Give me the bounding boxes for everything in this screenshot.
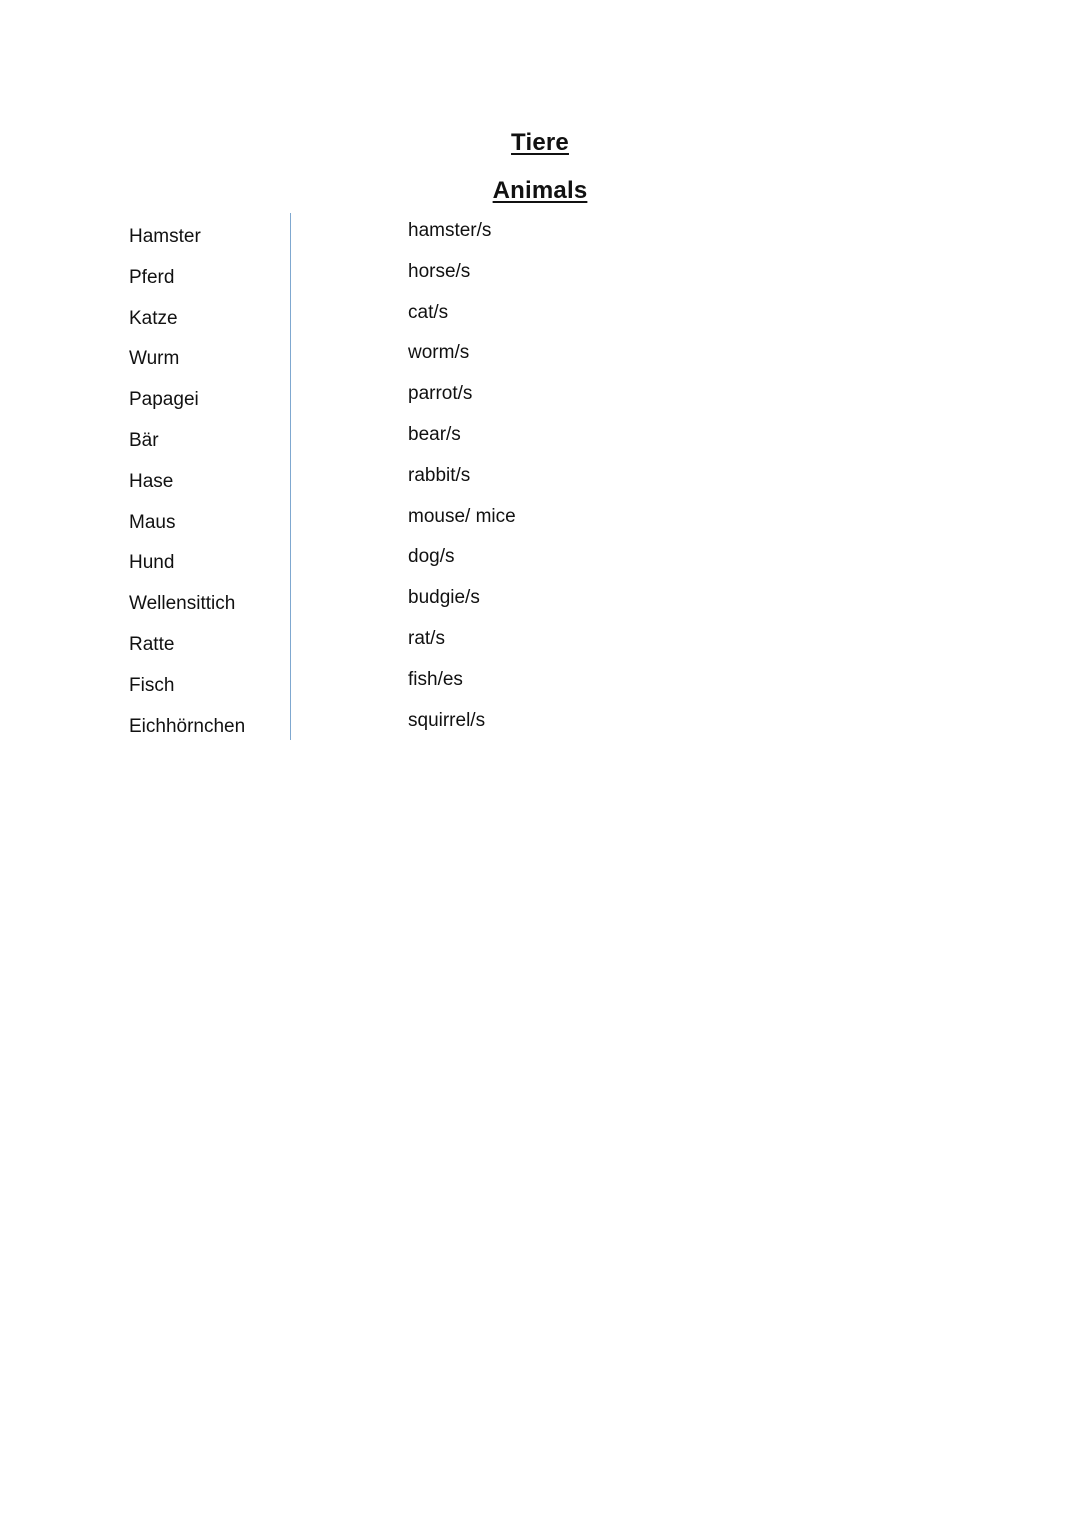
german-word: Hamster bbox=[129, 226, 201, 247]
title-german: Tiere bbox=[511, 129, 569, 156]
english-word: budgie/s bbox=[408, 587, 480, 609]
english-word: worm/s bbox=[408, 342, 470, 364]
german-word: Bär bbox=[129, 429, 159, 451]
german-word: Wellensittich bbox=[129, 593, 236, 615]
english-word: squirrel/s bbox=[408, 709, 486, 731]
english-word: horse/s bbox=[408, 260, 471, 282]
german-word: Maus bbox=[129, 511, 176, 533]
english-word: fish/es bbox=[408, 668, 463, 690]
english-word: mouse/ mice bbox=[408, 505, 516, 527]
german-word: Hase bbox=[129, 470, 174, 492]
english-word: hamster/s bbox=[408, 220, 492, 241]
english-word: cat/s bbox=[408, 301, 449, 323]
german-word: Katze bbox=[129, 307, 178, 329]
english-word: bear/s bbox=[408, 423, 461, 445]
german-word-list bbox=[129, 224, 245, 754]
english-word: rat/s bbox=[408, 627, 445, 649]
german-word: Fisch bbox=[129, 674, 175, 696]
german-word: Eichhörnchen bbox=[129, 715, 246, 737]
german-word: Ratte bbox=[129, 633, 175, 655]
english-word: rabbit/s bbox=[408, 464, 471, 486]
german-word: Papagei bbox=[129, 389, 199, 411]
german-word: Wurm bbox=[129, 348, 180, 370]
column-divider bbox=[290, 213, 291, 740]
german-word: Pferd bbox=[129, 266, 175, 288]
english-word: dog/s bbox=[408, 546, 455, 568]
title-english: Animals bbox=[492, 177, 588, 204]
english-word-list bbox=[408, 218, 516, 748]
german-word: Hund bbox=[129, 552, 175, 574]
english-word: parrot/s bbox=[408, 383, 473, 405]
